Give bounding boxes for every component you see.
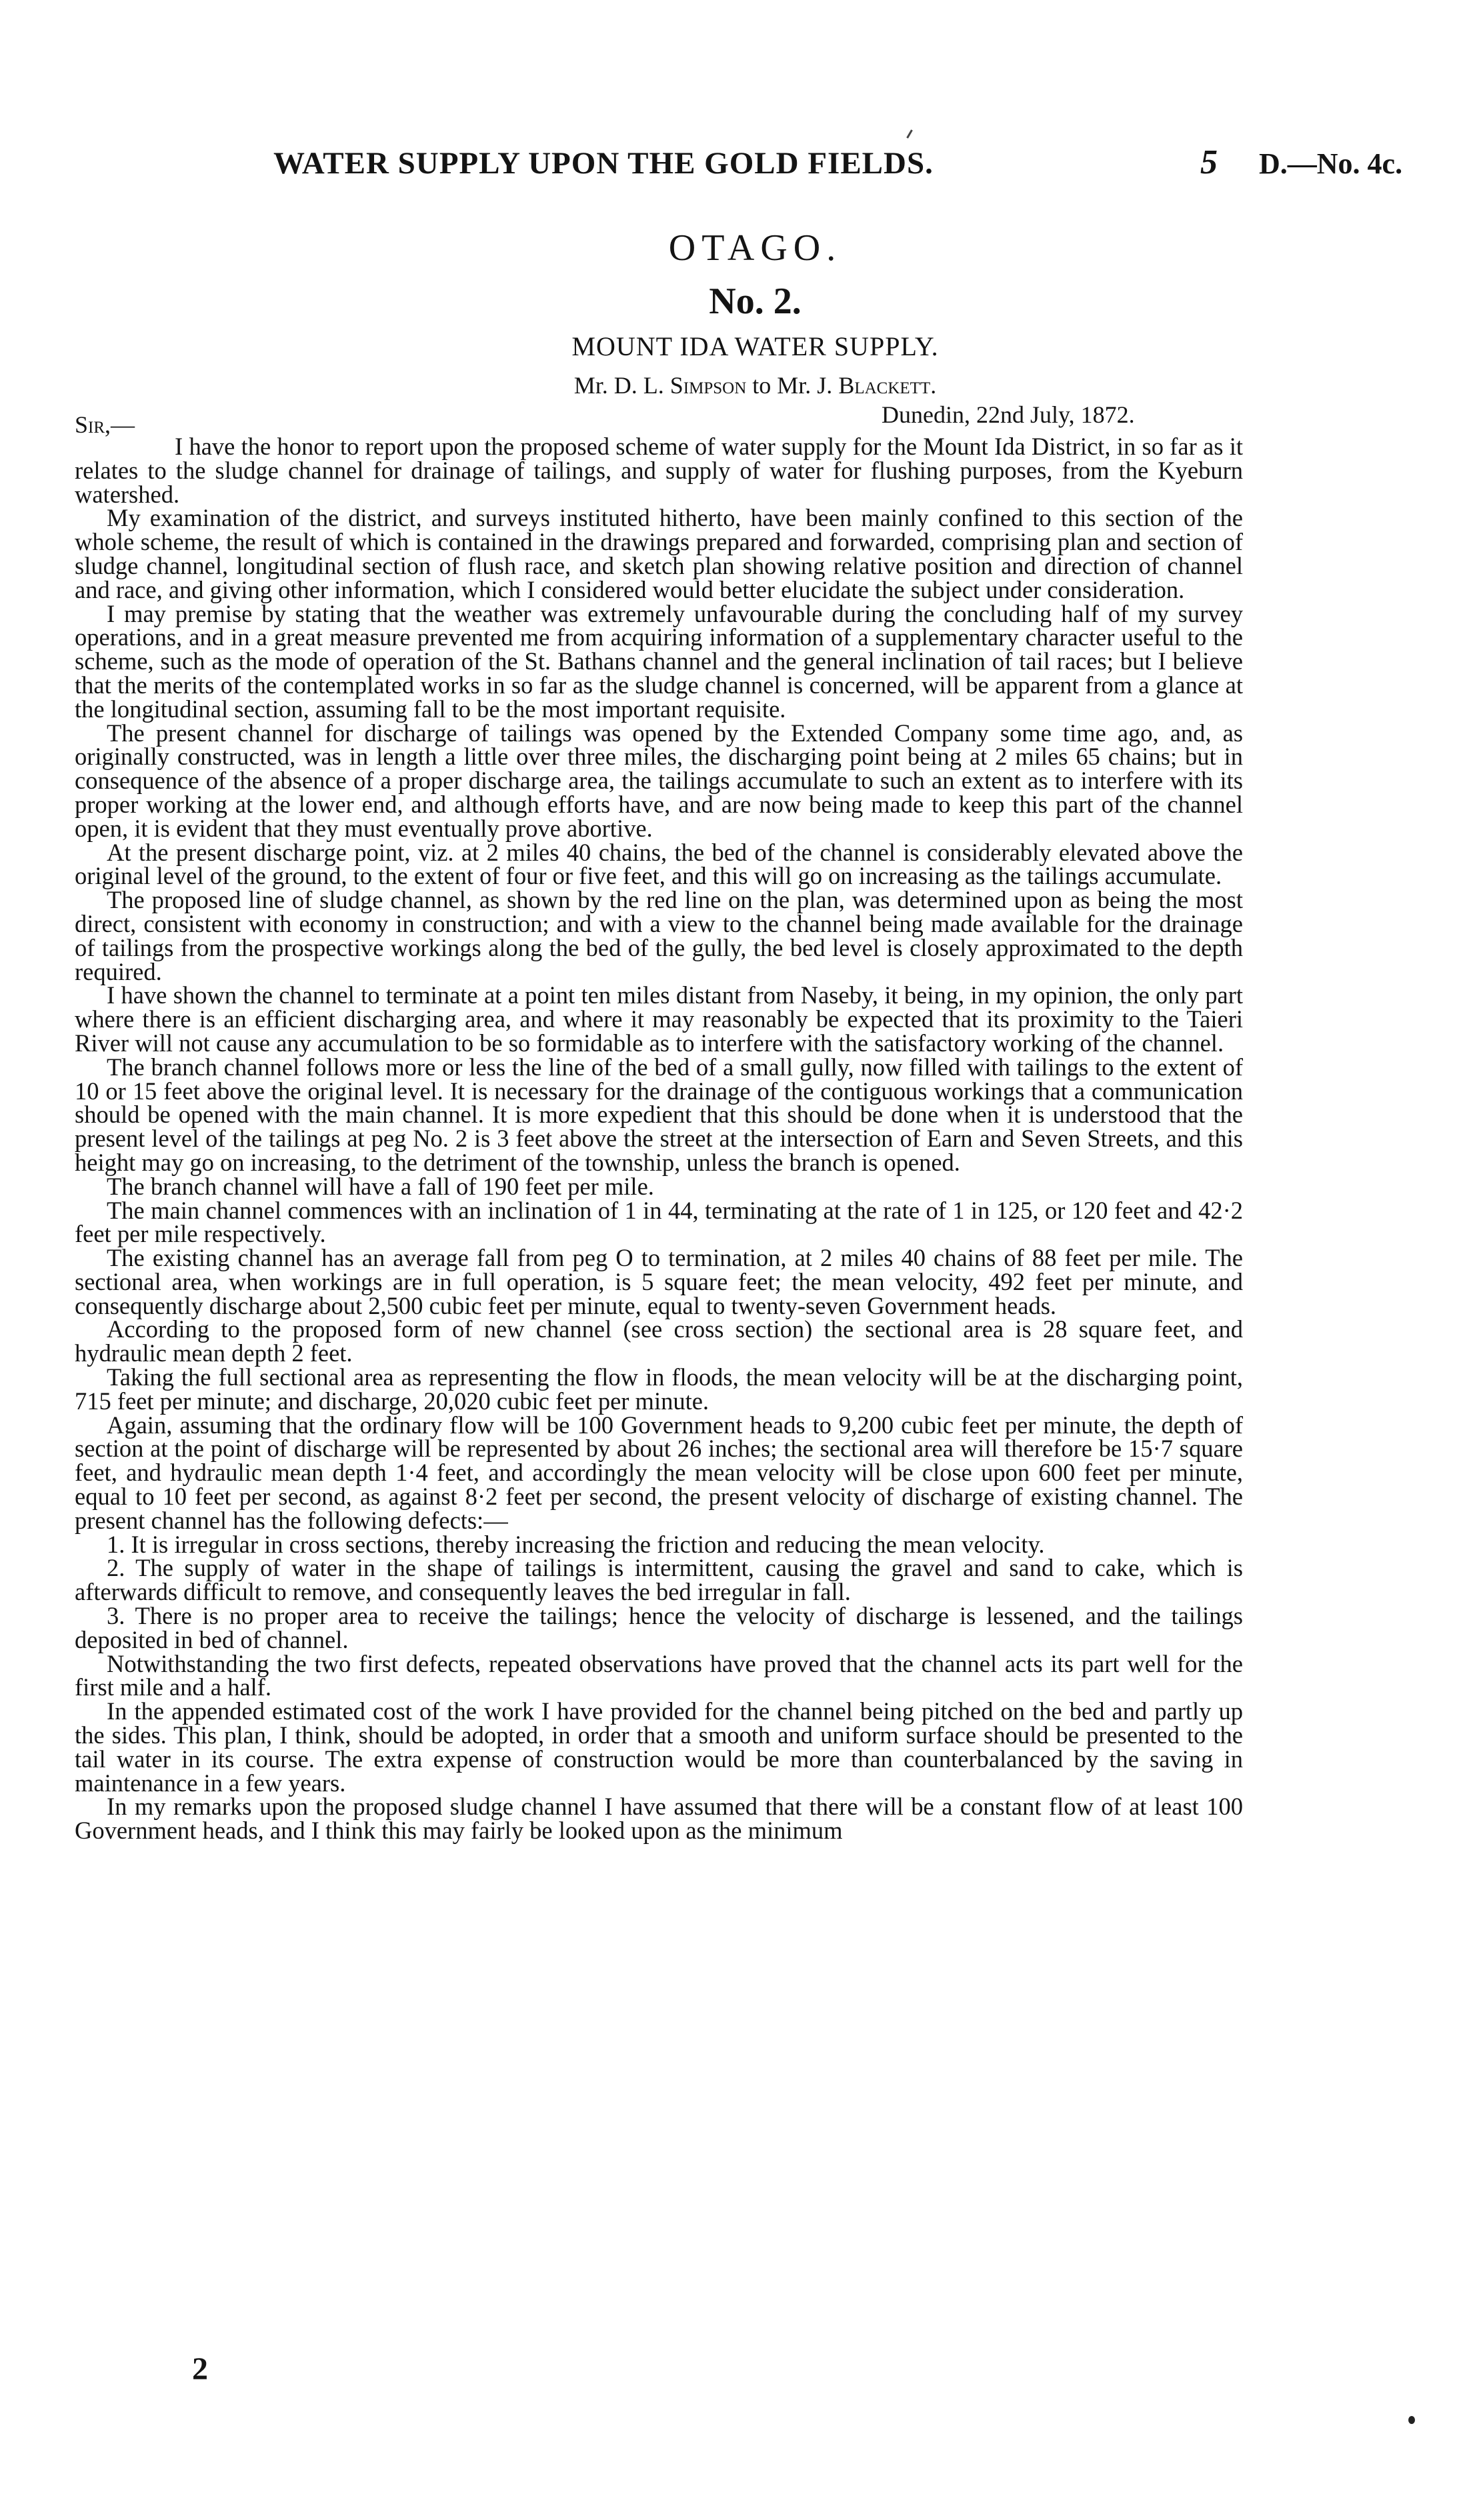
paragraph: I have the honor to report upon the proposed scheme of water supply for the Mount Ida District, in so far as it relates to the sludge channel for drainage of tailings, and supply of water for flushing purposes, from the Kyeburn watershed.	[75, 433, 1243, 508]
section-heading: MOUNT IDA WATER SUPPLY.	[571, 331, 939, 361]
page-number: 5	[1200, 143, 1218, 181]
paragraph: The main channel commences with an inclination of 1 in 44, terminating at the rate of 1 in 125, or 120 feet and 42·2 feet per mile respectively.	[75, 1196, 1243, 1248]
paragraph: The branch channel follows more or less the line of the bed of a small gully, now filled with tailings to the extent of 10 or 15 feet above the original level. It is necessary for the drainage of the contiguous workings that a communication should be opened with the main channel. It is more expedient that this should be done when it is understood that the present level of the tailings at peg No. 2 is 3 feet above the street at the intersection of Earn and Seven Streets, and this height may go on increasing, to the detriment of the township, unless the branch is opened.	[75, 1053, 1243, 1176]
paragraph: I may premise by stating that the weather was extremely unfavourable during the concluding half of my survey operations, and in a great measure prevented me from acquiring information of a supplementary character useful to the scheme, such as the mode of operation of the St. Bathans channel and the general inclination of tail races; but I believe that the merits of the contemplated works in so far as the sludge channel is concerned, will be apparent from a glance at the longitudinal section, assuming fall to be the most important requisite.	[75, 599, 1243, 723]
province-title: OTAGO.	[668, 227, 842, 269]
place-date: Dunedin, 22nd July, 1872.	[882, 401, 1135, 428]
running-head-title: WATER SUPPLY UPON THE GOLD FIELDS.	[273, 146, 934, 181]
paragraph: The branch channel will have a fall of 190 feet per mile.	[107, 1172, 654, 1200]
paragraph: In my remarks upon the proposed sludge channel I have assumed that there will be a constant flow of at least 100 Government heads, and I think this may fairly be looked upon as the minimum	[75, 1793, 1243, 1845]
document-reference: D.—No. 4c.	[1259, 147, 1403, 180]
paragraph: I have shown the channel to terminate at a point ten miles distant from Naseby, it being, in my opinion, the only part where there is an efficient discharging area, and where it may reasonably be expected that its proximity to the Taieri River will not cause any accumulation to be so formidable as to interfere with the satisfactory working of the channel.	[75, 981, 1243, 1057]
paragraph: Again, assuming that the ordinary flow will be 100 Government heads to 9,200 cubic feet per minute, the depth of section at the point of discharge will be represented by about 26 inches; the sectional area will therefore be 15·7 square feet, and hydraulic mean depth 1·4 feet, and accordingly the mean velocity will be close upon 600 feet per minute, equal to 10 feet per second, as against 8·2 feet per second, the present velocity of discharge of existing channel. The present channel has the following defects:—	[75, 1411, 1243, 1534]
printer-signature-mark: 2	[192, 2351, 208, 2387]
list-item-defect-3: 3. There is no proper area to receive the tailings; hence the velocity of discharge is lessened, and the tailings deposited in bed of channel.	[75, 1602, 1243, 1653]
recipient-prefix: to Mr. J.	[752, 372, 833, 399]
paragraph: My examination of the district, and surveys instituted hitherto, have been mainly confined to this section of the whole scheme, the result of which is contained in the drawings prepared and forwarded, comprising plan and section of sludge channel, longitudinal section of flush race, and sketch plan showing relative position and direction of channel and race, and giving other information, which I considered would better elucidate the subject under consideration.	[75, 504, 1243, 603]
paragraph: According to the proposed form of new channel (see cross section) the sectional area is 28 square feet, and hydraulic mean depth 2 feet.	[75, 1315, 1243, 1367]
letter-subheading	[0, 371, 1457, 399]
paragraph: At the present discharge point, viz. at 2 miles 40 chains, the bed of the channel is considerably elevated above the original level of the ground, to the extent of four or five feet, and this will go on increasing as the tailings accumulate.	[75, 838, 1243, 890]
recipient-name: Blackett.	[838, 372, 937, 399]
printer-mark	[906, 129, 918, 141]
paragraph: The existing channel has an average fall from peg O to termination, at 2 miles 40 chains of 88 feet per mile. The sectional area, when workings are in full operation, is 5 square feet; the mean velocity, 492 feet per minute, and consequently discharge about 2,500 cubic feet per minute, equal to twenty-seven Government heads.	[75, 1244, 1243, 1319]
sender-prefix: Mr. D. L.	[573, 372, 664, 399]
paragraph: The proposed line of sludge channel, as shown by the red line on the plan, was determined upon as being the most direct, consistent with economy in construction; and with a view to the channel being made available for the drainage of tailings from the prospective workings along the bed of the gully, the bed level is closely approximated to the depth required.	[75, 886, 1243, 985]
sender-name: Simpson	[669, 372, 747, 399]
list-item-defect-1: 1. It is irregular in cross sections, thereby increasing the friction and reducing the mean velocity.	[107, 1530, 1045, 1558]
letter-body	[75, 435, 1243, 1843]
list-item-defect-2: 2. The supply of water in the shape of tailings is intermittent, causing the gravel and sand to cake, which is afterwards difficult to remove, and consequently leaves the bed irregular in fall.	[75, 1554, 1243, 1606]
paragraph: Notwithstanding the two first defects, repeated observations have proved that the channel acts its part well for the first mile and a half.	[75, 1649, 1243, 1701]
salutation: Sir,—	[75, 411, 135, 438]
paragraph: Taking the full sectional area as representing the flow in floods, the mean velocity will be at the discharging point, 715 feet per minute; and discharge, 20,020 cubic feet per minute.	[75, 1363, 1243, 1415]
paragraph: In the appended estimated cost of the work I have provided for the channel being pitched on the bed and partly up the sides. This plan, I think, should be adopted, in order that a smooth and uniform surface should be presented to the tail water in its course. The extra expense of construction would be more than counterbalanced by the saving in maintenance in a few years.	[75, 1697, 1243, 1797]
section-number: No. 2.	[709, 281, 802, 322]
ink-speck	[1408, 2416, 1415, 2424]
paragraph: The present channel for discharge of tailings was opened by the Extended Company some time ago, and, as originally constructed, was in length a little over three miles, the discharging point being at 2 miles 65 chains; but in consequence of the absence of a proper discharge area, the tailings accumulate to such an extent as to interfere with its proper working at the lower end, and although efforts have, and are now being made to keep this part of the channel open, it is evident that they must eventually prove abortive.	[75, 719, 1243, 842]
